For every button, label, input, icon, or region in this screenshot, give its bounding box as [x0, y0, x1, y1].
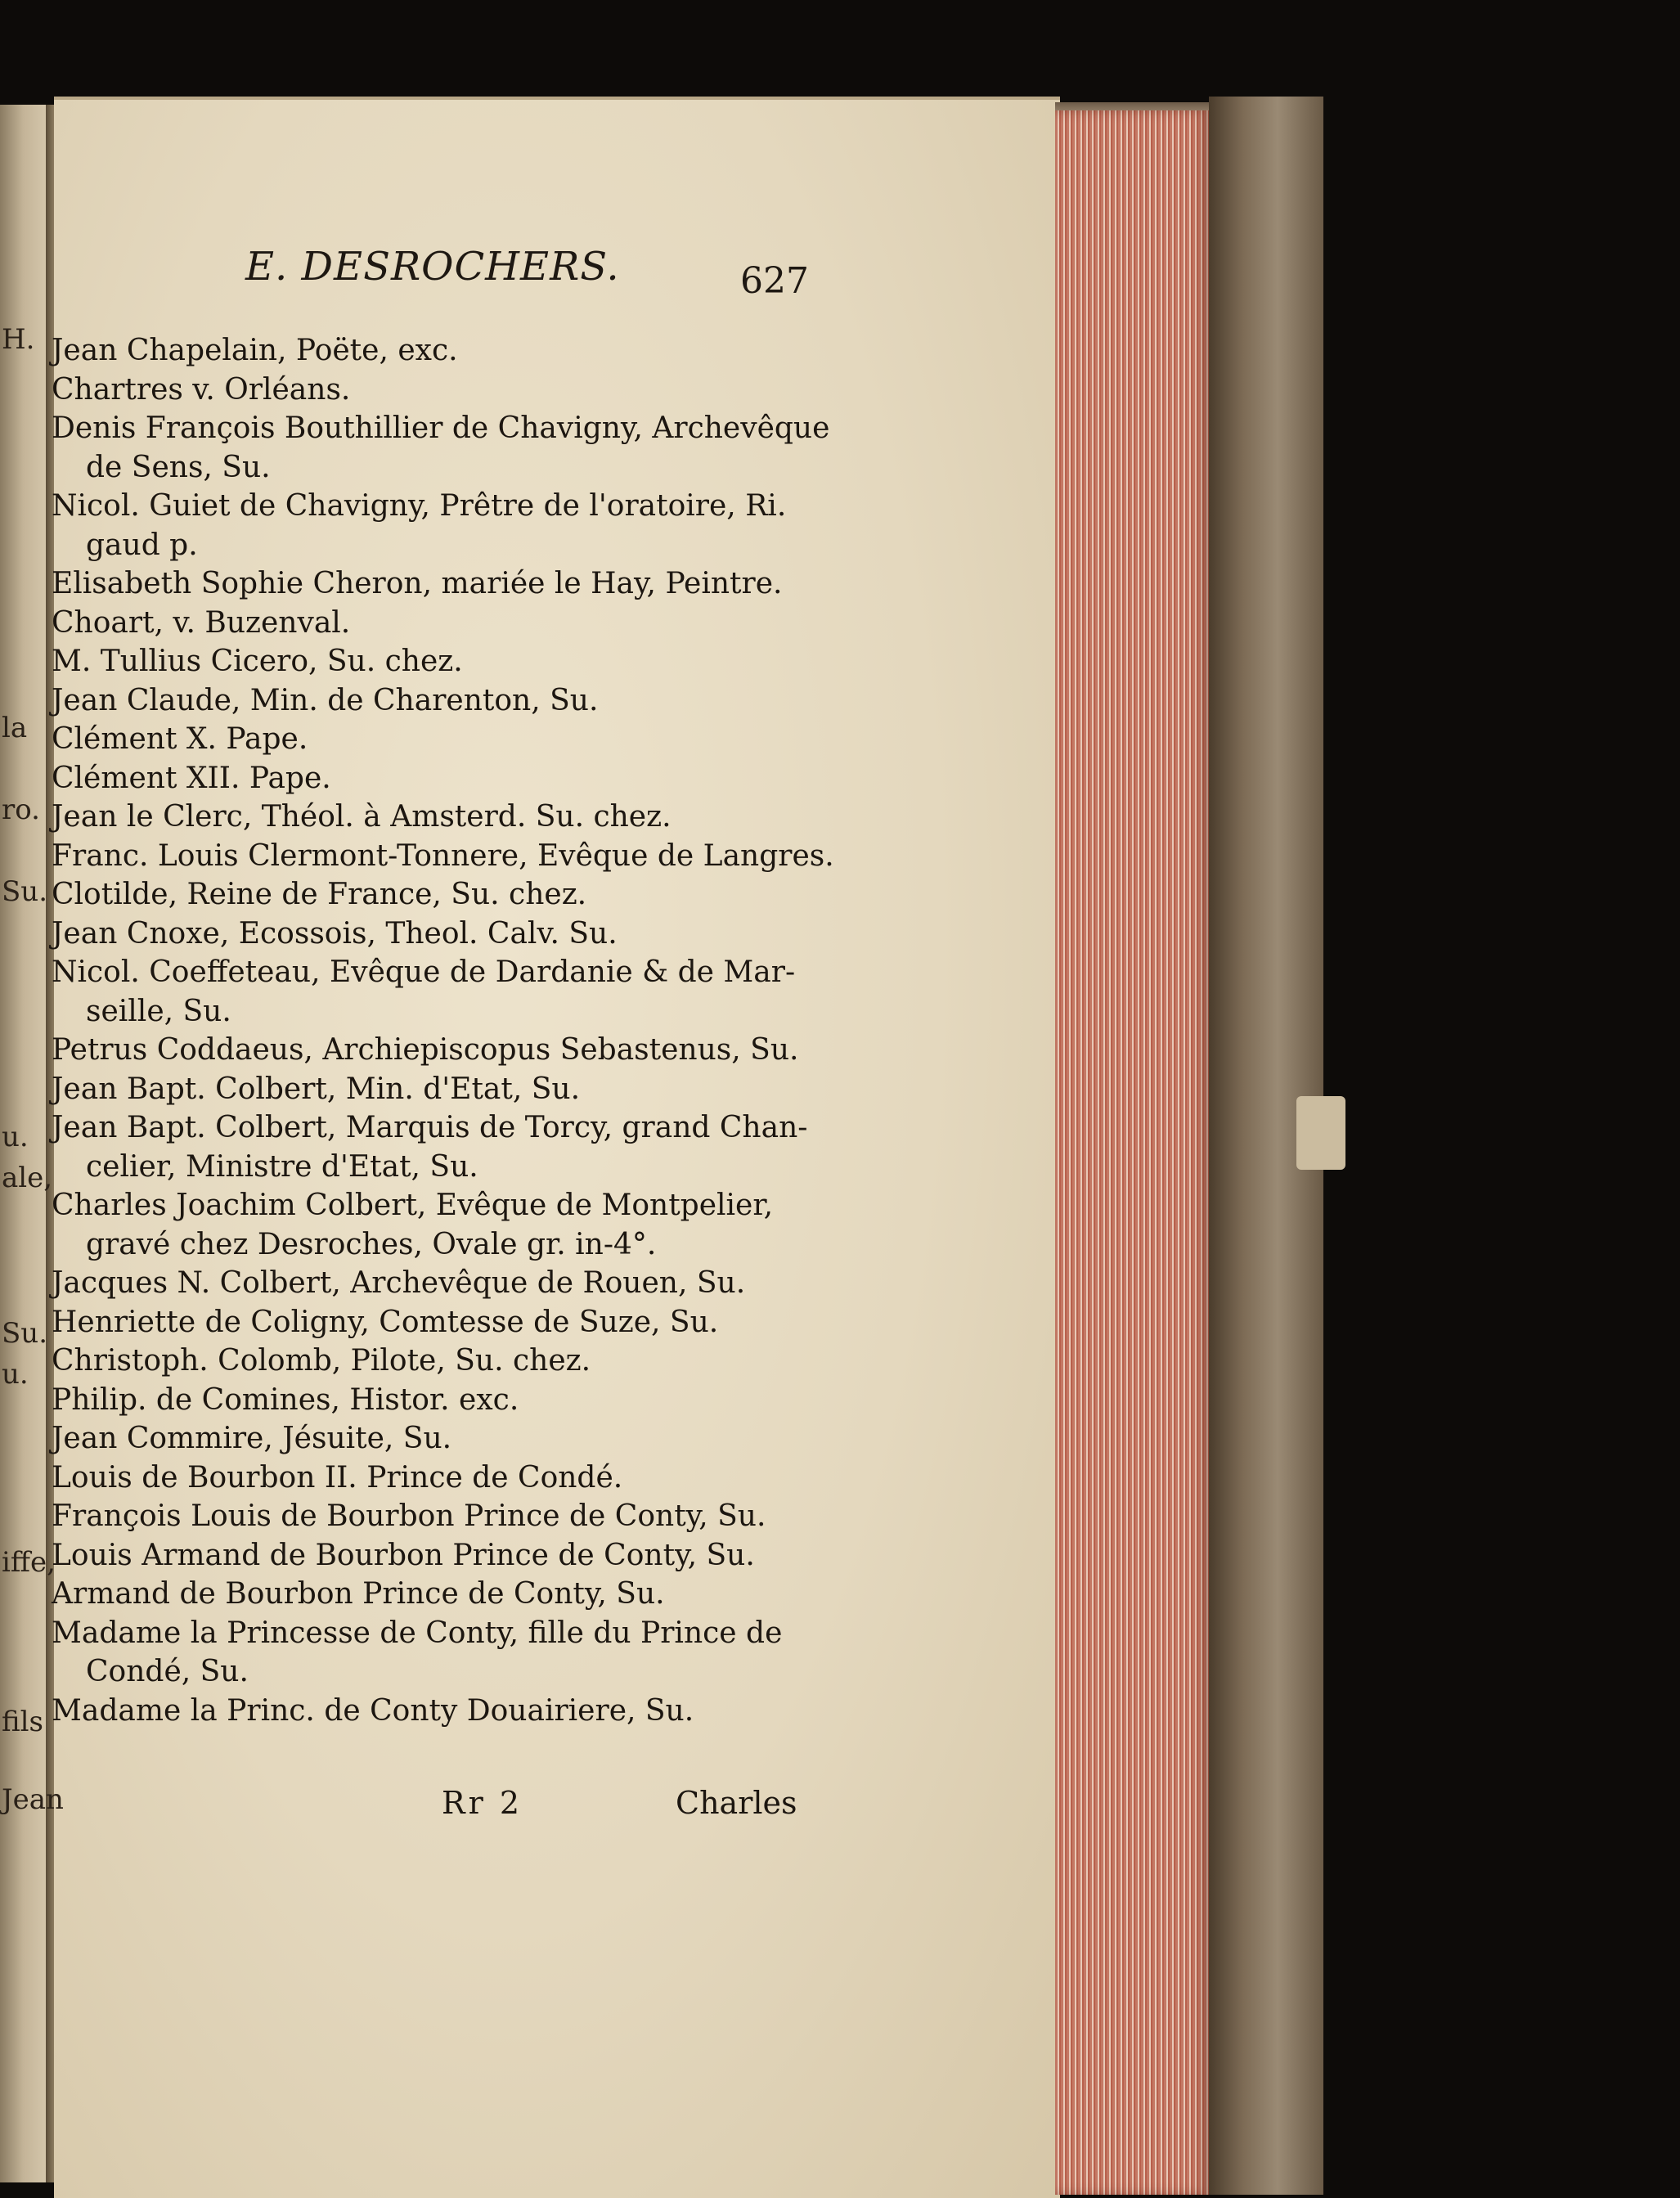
facing-page-fragment-text: Su.	[2, 1317, 47, 1350]
facing-page-fragment-text: ro.	[2, 793, 40, 826]
index-entry	[52, 371, 820, 410]
index-entry-continuation: celier, Ministre d'Etat, Su.	[86, 1149, 478, 1184]
index-entry	[52, 1419, 820, 1459]
facing-page-fragment-text: Jean	[2, 1783, 64, 1816]
red-sprinkled-page-edges	[1055, 110, 1211, 2195]
index-entry	[52, 1264, 820, 1303]
index-entry-text: M. Tullius Cicero, Su. chez.	[52, 645, 463, 678]
index-entry-text: Henriette de Coligny, Comtesse de Suze, Su.	[52, 1305, 719, 1339]
index-entry-text: François Louis de Bourbon Prince de Conty, Su.	[52, 1499, 766, 1533]
index-entry	[52, 759, 820, 798]
page-number: 627	[740, 260, 809, 302]
index-entry	[52, 1536, 820, 1575]
index-entry-text: Philip. de Comines, Histor. exc.	[52, 1382, 519, 1417]
index-entry-text: Choart, v. Buzenval.	[52, 605, 351, 640]
index-entry	[52, 1303, 820, 1342]
facing-page-fragment-text: u.	[2, 1121, 29, 1153]
index-entry-text: Louis de Bourbon II. Prince de Condé.	[52, 1460, 623, 1495]
index-entry	[52, 564, 820, 604]
index-entry-text: Charles Joachim Colbert, Evêque de Montpelier,	[52, 1189, 774, 1222]
facing-page-fragment-text: H.	[2, 323, 35, 356]
cover-tab	[1296, 1096, 1345, 1170]
index-entry-continuation: Condé, Su.	[86, 1655, 249, 1688]
index-entry	[52, 487, 820, 564]
index-entry-text: Armand de Bourbon Prince de Conty, Su.	[52, 1577, 665, 1611]
index-entry-text: Jean le Clerc, Théol. à Amsterd. Su. chez.	[52, 800, 672, 834]
index-entry	[52, 1031, 820, 1070]
index-entry	[52, 798, 820, 837]
index-entry	[52, 1614, 820, 1692]
index-entry	[52, 642, 820, 681]
index-entry	[52, 1108, 820, 1186]
index-entry-text: Madame la Princesse de Conty, fille du Prince de	[52, 1616, 783, 1650]
index-entry	[52, 1497, 820, 1536]
signature-mark: Rr 2	[442, 1785, 523, 1821]
index-entry-text: Clément X. Pape.	[52, 722, 308, 756]
index-entry	[52, 953, 820, 1031]
index-entry	[52, 875, 820, 915]
index-entry	[52, 681, 820, 721]
facing-page-fragment-text: Su.	[2, 875, 47, 908]
index-entry-text: Nicol. Guiet de Chavigny, Prêtre de l'oratoire, Ri.	[52, 489, 787, 523]
index-entry-text: Jean Cnoxe, Ecossois, Theol. Calv. Su.	[52, 916, 618, 951]
index-entry	[52, 915, 820, 954]
facing-page-fragment-text: la	[2, 712, 28, 744]
index-entry	[52, 1381, 820, 1420]
index-entry-continuation: de Sens, Su.	[86, 450, 271, 484]
index-entry-text: Jean Bapt. Colbert, Marquis de Torcy, grand Chan-	[52, 1111, 808, 1144]
index-entry	[52, 837, 834, 876]
index-entry-continuation: gaud p.	[86, 528, 198, 562]
index-entry	[52, 1692, 820, 1731]
index-entry-text: Jean Chapelain, Poëte, exc.	[52, 334, 458, 367]
index-entry-text: Louis Armand de Bourbon Prince de Conty, Su.	[52, 1538, 755, 1572]
index-entry-list	[52, 331, 834, 1730]
index-entry	[52, 1459, 820, 1498]
index-entry-text: Jean Bapt. Colbert, Min. d'Etat, Su.	[52, 1072, 581, 1106]
index-entry-text: Elisabeth Sophie Cheron, mariée le Hay, Peintre.	[52, 567, 783, 600]
index-entry-text: Madame la Princ. de Conty Douairiere, Su.	[52, 1693, 694, 1728]
index-entry-text: Franc. Louis Clermont-Tonnere, Evêque de Langres.	[52, 838, 834, 873]
index-entry-continuation: gravé chez Desroches, Ovale gr. in-4°.	[86, 1227, 657, 1261]
index-entry-text: Petrus Coddaeus, Archiepiscopus Sebastenus, Su.	[52, 1033, 799, 1067]
catchword: Charles	[676, 1785, 797, 1821]
index-entry	[52, 1342, 820, 1381]
index-entry-text: Clotilde, Reine de France, Su. chez.	[52, 878, 587, 911]
index-entry	[52, 1186, 820, 1264]
index-entry	[52, 604, 820, 643]
index-entry-text: Jean Commire, Jésuite, Su.	[52, 1422, 452, 1455]
index-entry-text: Denis François Bouthillier de Chavigny, Archevêque	[52, 411, 830, 445]
index-entry-text: Christoph. Colomb, Pilote, Su. chez.	[52, 1344, 591, 1378]
running-head: E. DESROCHERS.	[245, 244, 620, 290]
index-entry	[52, 720, 820, 759]
facing-page-fragment-text: fils	[2, 1706, 43, 1738]
index-entry-text: Jean Claude, Min. de Charenton, Su.	[52, 683, 599, 717]
index-entry-text: Jacques N. Colbert, Archevêque de Rouen, Su.	[52, 1266, 746, 1300]
index-entry	[52, 1070, 820, 1109]
index-entry-text: Nicol. Coeffeteau, Evêque de Dardanie & de Mar-	[52, 955, 796, 989]
facing-page-fragment-text: iffe,	[2, 1546, 56, 1579]
index-entry	[52, 1575, 820, 1614]
index-entry-text: Chartres v. Orléans.	[52, 372, 351, 407]
index-entry-text: Clément XII. Pape.	[52, 761, 331, 795]
index-entry-continuation: seille, Su.	[86, 994, 231, 1028]
index-entry	[52, 331, 820, 371]
index-entry	[52, 409, 830, 487]
facing-page-fragment-text: ale,	[2, 1162, 53, 1194]
facing-page-fragment-text: u.	[2, 1358, 29, 1391]
